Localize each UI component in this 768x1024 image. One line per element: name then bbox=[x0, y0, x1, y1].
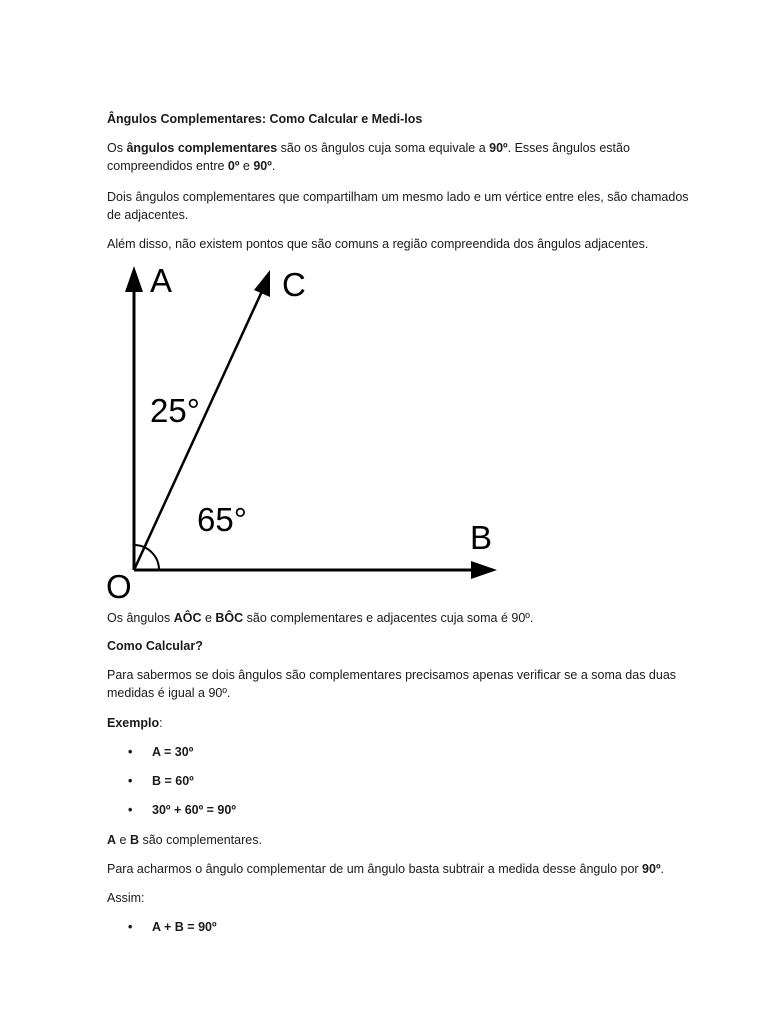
bullet-icon: • bbox=[128, 803, 133, 817]
list-item: • A = 30º bbox=[128, 745, 194, 759]
label-a: A bbox=[150, 262, 173, 299]
adjacent-paragraph: Dois ângulos complementares que compartilham um mesmo lado e um vértice entre eles, são chamados de adjacentes. bbox=[107, 190, 689, 222]
example-label: Exemplo: bbox=[107, 716, 163, 730]
angle-arc bbox=[134, 545, 159, 570]
list-item: • B = 60º bbox=[128, 774, 194, 788]
arrowhead-b bbox=[471, 561, 497, 579]
bullet-icon: • bbox=[128, 774, 133, 788]
figure-caption: Os ângulos AÔC e BÔC são complementares e adjacentes cuja soma é 90º. bbox=[107, 611, 534, 625]
page-title: Ângulos Complementares: Como Calcular e Medi-los bbox=[107, 112, 423, 126]
label-b: B bbox=[470, 519, 493, 556]
method-paragraph: Para acharmos o ângulo complementar de um ângulo basta subtrair a medida desse ângulo por 90º. bbox=[107, 862, 665, 876]
conclusion-paragraph: A e B são complementares. bbox=[107, 833, 262, 847]
bullet-icon: • bbox=[128, 745, 133, 759]
label-o: O bbox=[106, 568, 132, 603]
arrowhead-a bbox=[125, 266, 143, 292]
region-paragraph: Além disso, não existem pontos que são comuns a região compreendida dos ângulos adjacentes. bbox=[107, 237, 649, 251]
label-c: C bbox=[282, 266, 306, 303]
bullet-icon: • bbox=[128, 920, 133, 934]
section-title: Como Calcular? bbox=[107, 639, 203, 653]
calc-paragraph: Para sabermos se dois ângulos são complementares precisamos apenas verificar se a soma das duas medidas é igual a 90º. bbox=[107, 668, 677, 700]
angle-label-25: 25° bbox=[150, 392, 200, 429]
angle-diagram bbox=[100, 258, 510, 603]
intro-paragraph: Os ângulos complementares são os ângulos cuja soma equivale a 90º. Esses ângulos estão compreendidos entre 0º e 90º. bbox=[107, 141, 630, 173]
thus-label: Assim: bbox=[107, 891, 145, 905]
angle-label-65: 65° bbox=[197, 501, 247, 538]
list-item: • A + B = 90º bbox=[128, 920, 217, 934]
list-item: • 30º + 60º = 90º bbox=[128, 803, 236, 817]
arrowhead-c bbox=[254, 270, 270, 297]
